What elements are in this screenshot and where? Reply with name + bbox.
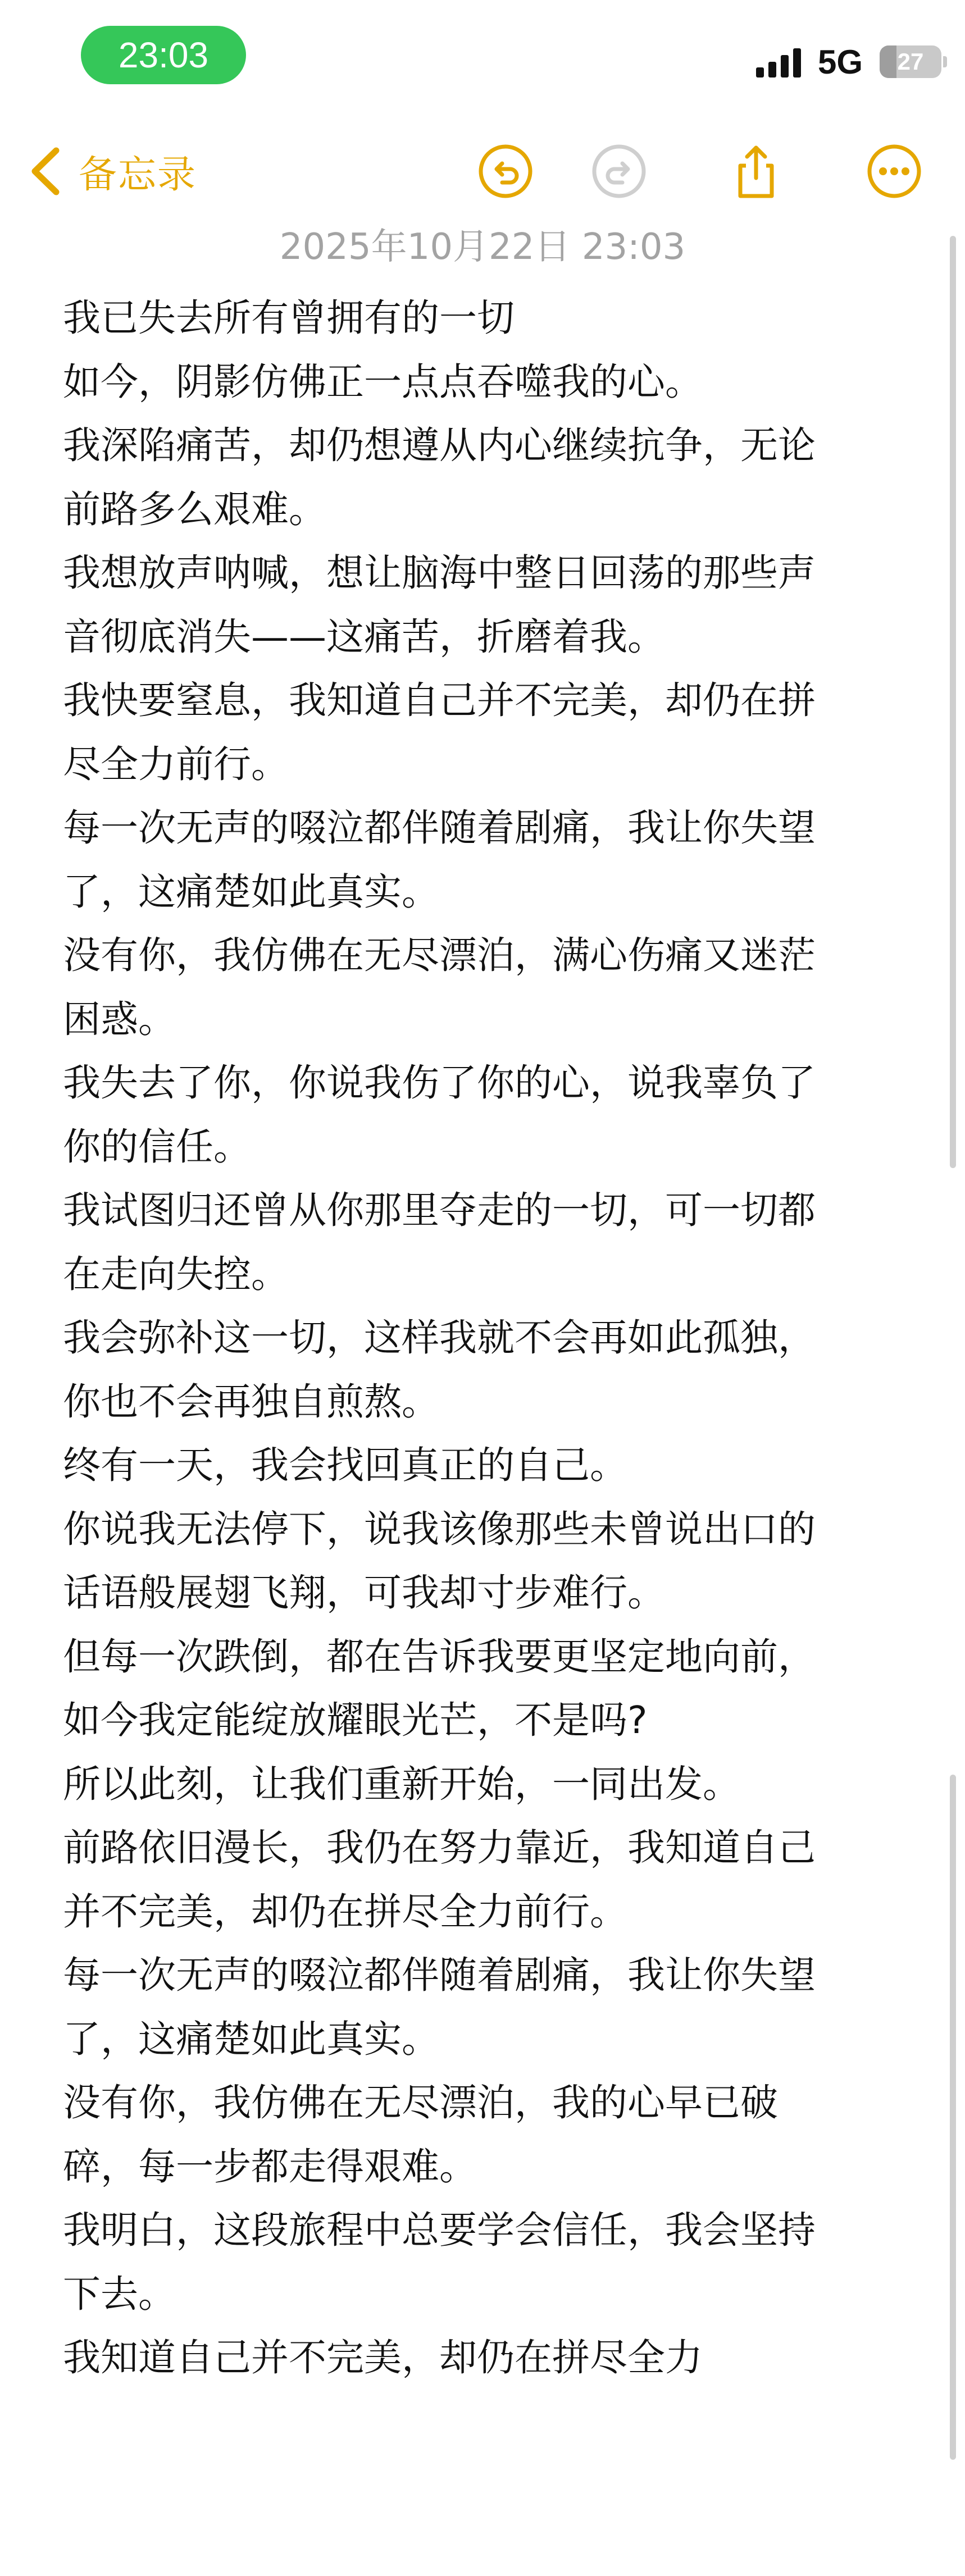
battery-icon	[880, 45, 941, 78]
scrollbar-top[interactable]	[950, 236, 956, 1168]
note-line[interactable]: 下去。	[63, 2272, 176, 2316]
status-time[interactable]: 23:03	[81, 26, 246, 84]
nav-bar	[0, 129, 965, 213]
note-line[interactable]: 在走向失控。	[63, 1252, 289, 1296]
note-line[interactable]: 我会弥补这一切，这样我就不会再如此孤独，	[63, 1316, 816, 1360]
note-body[interactable]	[63, 286, 900, 2390]
battery-level-fill	[880, 45, 896, 78]
note-line[interactable]: 我失去了你，你说我伤了你的心，说我辜负了	[63, 1061, 816, 1105]
note-line[interactable]: 没有你，我仿佛在无尽漂泊，我的心早已破	[63, 2081, 778, 2124]
note-line[interactable]: 并不完美，却仍在拼尽全力前行。	[63, 1889, 627, 1934]
note-line[interactable]: 我深陷痛苦，却仍想遵从内心继续抗争，无论	[63, 423, 816, 467]
note-line[interactable]: 了，这痛楚如此真实。	[63, 869, 439, 914]
undo-icon[interactable]	[477, 143, 534, 199]
scrollbar-bottom[interactable]	[950, 1775, 956, 2460]
note-line[interactable]: 每一次无声的啜泣都伴随着剧痛，我让你失望	[63, 1953, 816, 1997]
note-line[interactable]: 困惑。	[63, 997, 176, 1041]
note-line[interactable]: 所以此刻，让我们重新开始，一同出发。	[63, 1762, 740, 1806]
note-line[interactable]: 我知道自己并不完美，却仍在拼尽全力	[63, 2336, 703, 2379]
note-line[interactable]: 你说我无法停下，说我该像那些未曾说出口的	[63, 1507, 816, 1551]
note-line[interactable]: 话语般展翅飞翔，可我却寸步难行。	[63, 1571, 665, 1615]
note-line[interactable]: 每一次无声的啜泣都伴随着剧痛，我让你失望	[63, 806, 816, 850]
note-line[interactable]: 我想放声呐喊，想让脑海中整日回荡的那些声	[63, 551, 816, 595]
note-date: 2025年10月22日 23:03	[279, 226, 686, 268]
note-line[interactable]: 你也不会再独自煎熬。	[63, 1379, 439, 1424]
note-line[interactable]: 碎，每一步都走得艰难。	[63, 2144, 477, 2189]
cellular-signal-icon	[756, 46, 801, 77]
note-line[interactable]: 我快要窒息，我知道自己并不完美，却仍在拼	[63, 678, 816, 722]
note-line[interactable]: 我试图归还曾从你那里夺走的一切，可一切都	[63, 1188, 816, 1232]
note-line[interactable]: 我已失去所有曾拥有的一切	[63, 296, 515, 340]
back-button[interactable]	[19, 140, 197, 202]
battery-percent: 27	[897, 48, 924, 75]
note-line[interactable]: 终有一天，我会找回真正的自己。	[63, 1443, 627, 1487]
note-line[interactable]: 如今我定能绽放耀眼光芒，不是吗?	[63, 1698, 648, 1742]
note-line[interactable]: 如今，阴影仿佛正一点点吞噬我的心。	[63, 359, 703, 404]
status-bar	[0, 0, 965, 107]
back-label: 备忘录	[79, 152, 197, 197]
note-line[interactable]: 但每一次跌倒，都在告诉我要更坚定地向前，	[63, 1634, 816, 1679]
note-line[interactable]: 音彻底消失——这痛苦，折磨着我。	[63, 614, 665, 659]
note-line[interactable]: 我明白，这段旅程中总要学会信任，我会坚持	[63, 2208, 816, 2252]
redo-icon[interactable]	[591, 143, 647, 199]
note-line[interactable]: 你的信任。	[63, 1124, 251, 1169]
share-icon[interactable]	[728, 143, 784, 199]
note-line[interactable]: 前路依旧漫长，我仍在努力靠近，我知道自己	[63, 1826, 816, 1870]
note-line[interactable]: 前路多么艰难。	[63, 487, 326, 531]
network-type-label: 5G	[817, 43, 863, 81]
back-chevron-icon	[19, 140, 71, 202]
note-line[interactable]: 尽全力前行。	[63, 742, 289, 786]
note-line[interactable]: 了，这痛楚如此真实。	[63, 2017, 439, 2061]
more-icon[interactable]	[866, 143, 922, 199]
note-line[interactable]: 没有你，我仿佛在无尽漂泊，满心伤痛又迷茫	[63, 933, 816, 977]
status-indicators	[756, 39, 941, 84]
